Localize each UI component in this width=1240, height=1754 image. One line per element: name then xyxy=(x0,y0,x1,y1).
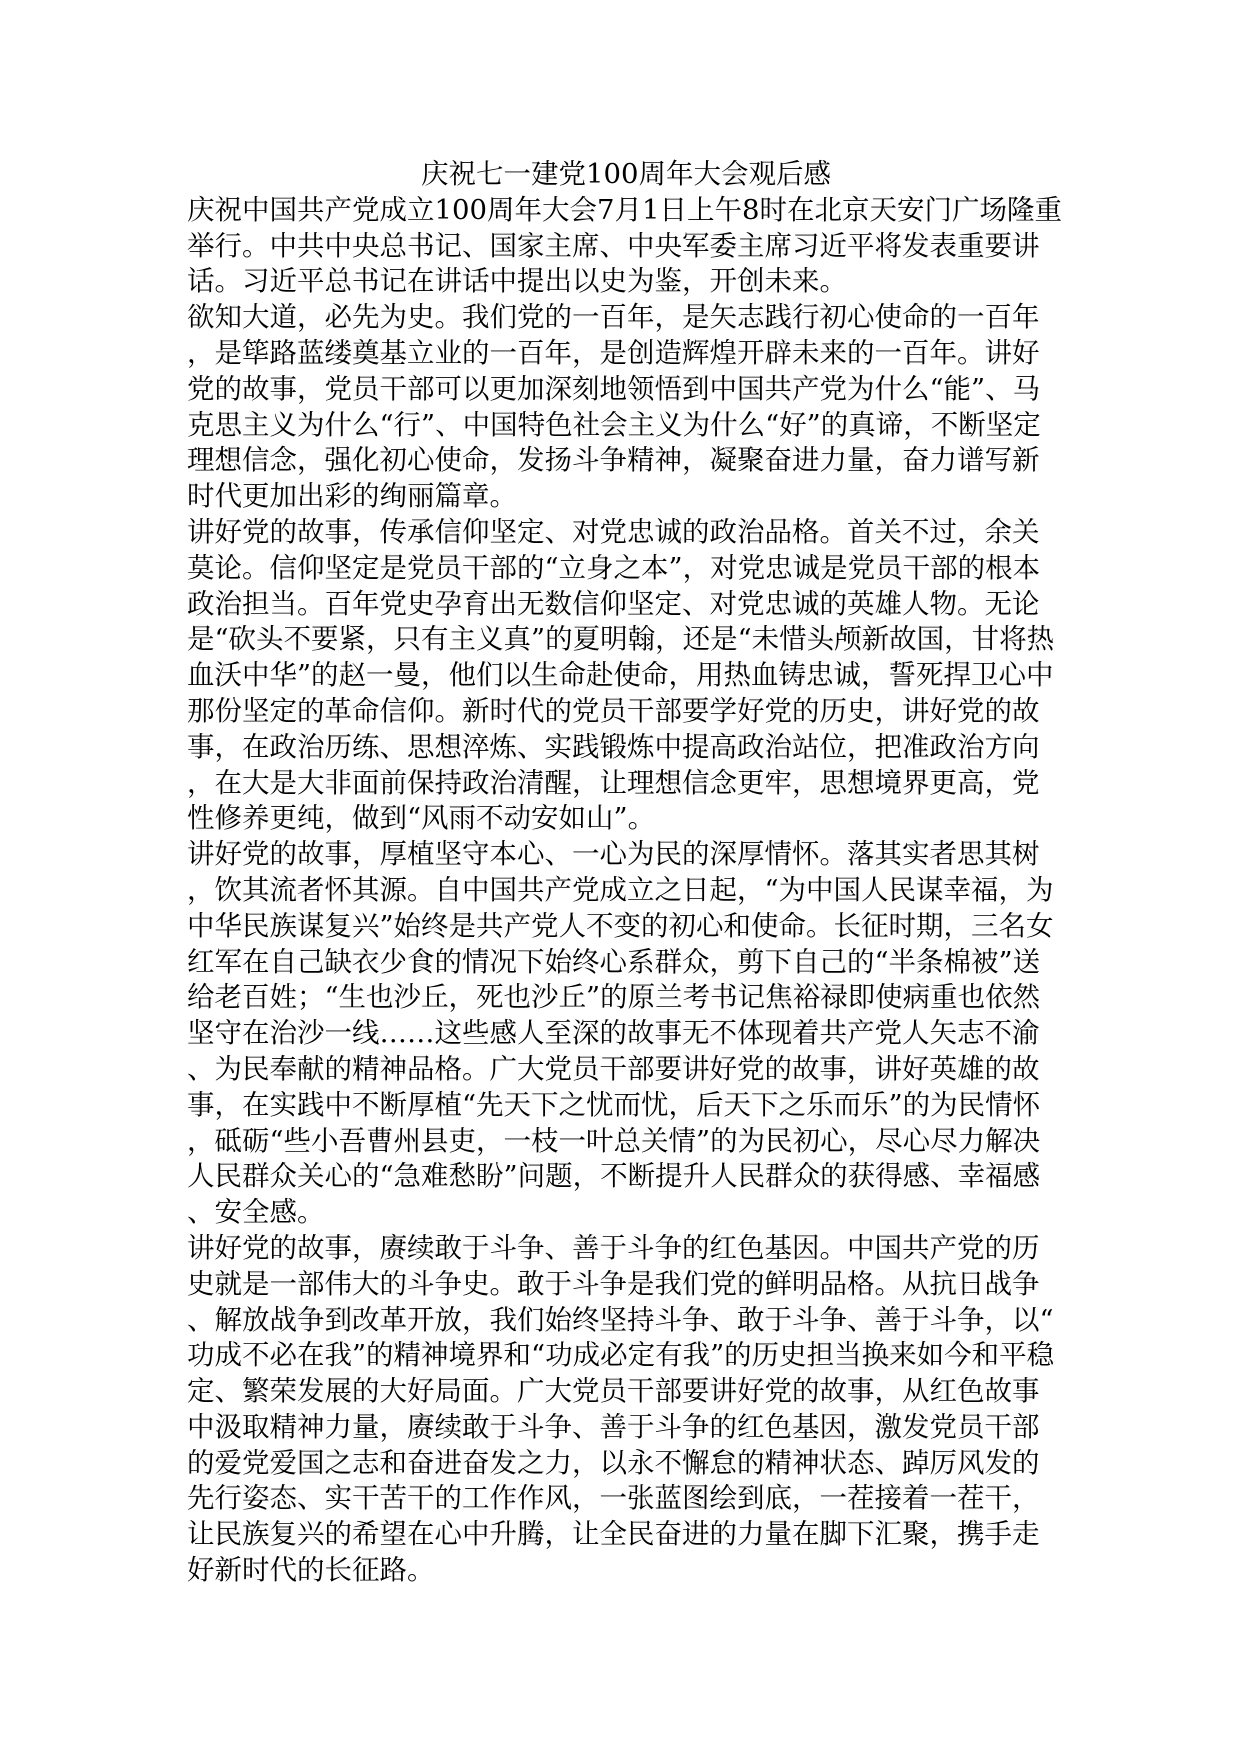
document-title: 庆祝七一建党100周年大会观后感 xyxy=(421,158,831,190)
document-body xyxy=(187,157,1065,1589)
paragraph-struggle: 讲好党的故事，赓续敢于斗争、善于斗争的红色基因。中国共产党的历史就是一部伟大的斗争史。敢于斗争是我们党的鲜明品格。从抗日战争、解放战争到改革开放，我们始终坚持斗争、敢于斗争、善于斗争，以“功成不必在我”的精神境界和“功成必定有我”的历史担当换来如今和平稳定、繁荣发展的大好局面。广大党员干部要讲好党的故事，从红色故事中汲取精神力量，赓续敢于斗争、善于斗争的红色基因，激发党员干部的爱党爱国之志和奋进奋发之力，以永不懈怠的精神状态、踔厉风发的先行姿态、实干苦干的工作作风，一张蓝图绘到底，一茬接着一茬干，让民族复兴的希望在心中升腾，让全民奋进的力量在脚下汇聚，携手走好新时代的长征路。 xyxy=(187,1231,1055,1587)
paragraph-faith-loyalty: 讲好党的故事，传承信仰坚定、对党忠诚的政治品格。首关不过，余关莫论。信仰坚定是党员干部的“立身之本”，对党忠诚是党员干部的根本政治担当。百年党史孕育出无数信仰坚定、对党忠诚的英雄人物。无论是“砍头不要紧，只有主义真”的夏明翰，还是“未惜头颅新故国，甘将热血沃中华”的赵一曼，他们以生命赴使命，用热血铸忠诚，誓死捍卫心中那份坚定的革命信仰。新时代的党员干部要学好党的历史，讲好党的故事，在政治历练、思想淬炼、实践锻炼中提高政治站位，把准政治方向，在大是大非面前保持政治清醒，让理想信念更牢，思想境界更高，党性修养更纯，做到“风雨不动安如山”。 xyxy=(187,515,1055,835)
paragraph-serve-people: 讲好党的故事，厚植坚守本心、一心为民的深厚情怀。落其实者思其树，饮其流者怀其源。自中国共产党成立之日起，“为中国人民谋幸福，为中华民族谋复兴”始终是共产党人不变的初心和使命。长征时期，三名女红军在自己缺衣少食的情况下始终心系群众，剪下自己的“半条棉被”送给老百姓；“生也沙丘，死也沙丘”的原兰考书记焦裕禄即使病重也依然坚守在治沙一线……这些感人至深的故事无不体现着共产党人矢志不渝、为民奉献的精神品格。广大党员干部要讲好党的故事，讲好英雄的故事，在实践中不断厚植“先天下之忧而忧，后天下之乐而乐”的为民情怀，砥砺“些小吾曹州县吏，一枝一叶总关情”的为民初心，尽心尽力解决人民群众关心的“急难愁盼”问题，不断提升人民群众的获得感、幸福感、安全感。 xyxy=(187,838,1054,1229)
paragraph-intro: 庆祝中国共产党成立100周年大会7月1日上午8时在北京天安门广场隆重举行。中共中央总书记、国家主席、中央军委主席习近平将发表重要讲话。习近平总书记在讲话中提出以史为鉴，开创未来。 xyxy=(187,193,1062,298)
paragraph-history: 欲知大道，必先为史。我们党的一百年，是矢志践行初心使命的一百年，是筚路蓝缕奠基立业的一百年，是创造辉煌开辟未来的一百年。讲好党的故事，党员干部可以更加深刻地领悟到中国共产党为什么“能”、马克思主义为什么“行”、中国特色社会主义为什么“好”的真谛，不断坚定理想信念，强化初心使命，发扬斗争精神，凝聚奋进力量，奋力谱写新时代更加出彩的绚丽篇章。 xyxy=(187,301,1041,513)
